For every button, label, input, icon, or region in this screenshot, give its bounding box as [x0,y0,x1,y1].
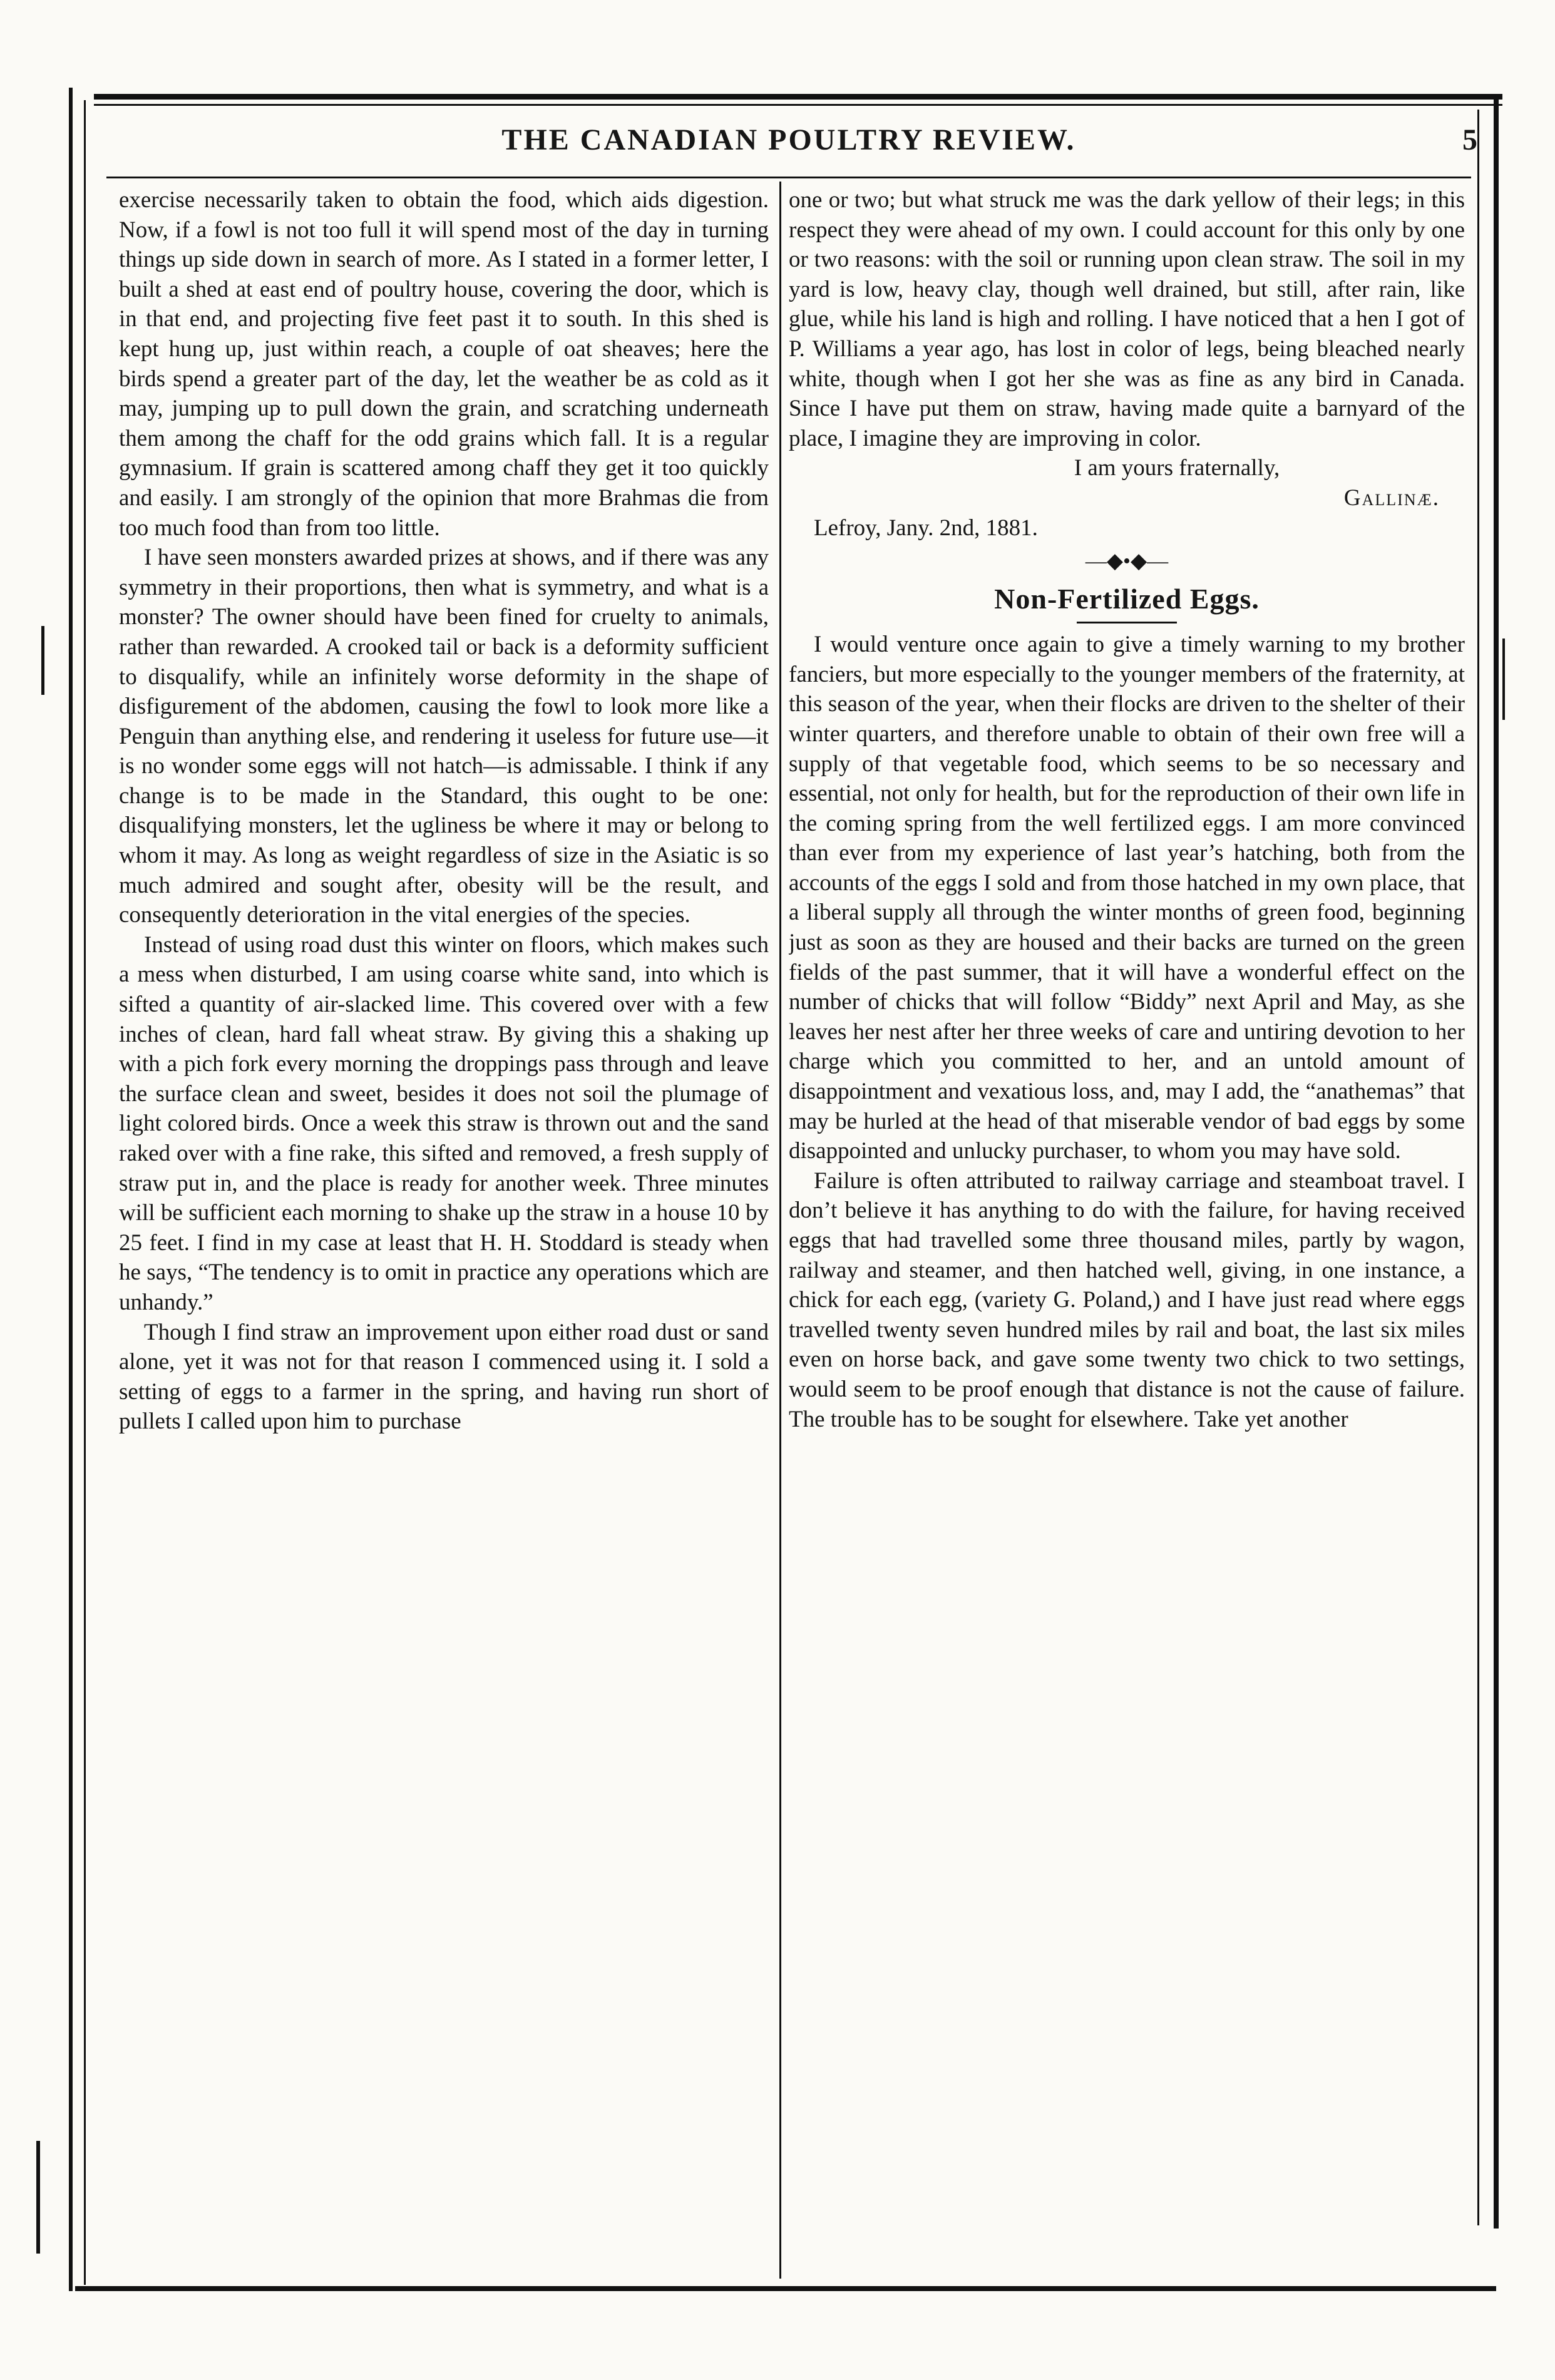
paragraph: Instead of using road dust this winter on floors, which makes such a mess when disturbed, I am using coarse white sand, into which is sifted a quantity of air-slacked lime. This covered over with a few inches of clean, hard fall wheat straw. By giving this a shaking up with a pich fork every morning the droppings pass through and leave the surface clean and sweet, besides it does not soil the plumage of light colored birds. Once a week this straw is thrown out and the sand raked over with a fine rake, this sifted and removed, a fresh supply of straw put in, and the place is ready for another week. Three minutes will be sufficient each morning to shake up the straw in a house 10 by 25 feet. I find in my case at least that H. H. Stoddard is steady when he says, “The tendency is to omit in practice any operations which are unhandy.” [119,931,769,1315]
page-header [100,123,1477,169]
left-column [119,185,769,2282]
letter-signature: Gallinæ. [1343,485,1440,511]
frame-rule-top-inner [94,104,1502,106]
paragraph: Though I find straw an improvement upon either road dust or sand alone, yet it was not for that reason I commenced using it. I sold a setting of eggs to a farmer in the spring, and having run short of pullets I called upon him to purchase [119,1319,769,1435]
frame-rule-right [1494,94,1499,2229]
frame-rule-left-inner [84,100,86,2285]
right-column [789,185,1465,2282]
letter-dateline: Lefroy, Jany. 2nd, 1881. [814,515,1038,541]
title-rule [1077,622,1177,623]
paragraph: one or two; but what struck me was the dark yellow of their legs; in this respect they were ahead of my own. I could account for this only by one or two reasons: with the soil or running upon clean straw. The soil in my yard is low, heavy clay, though well drained, but still, after rain, like glue, while his land is high and rolling. I have noticed that a hen I got of P. Williams a year ago, has lost in color of legs, being bleached nearly white, though when I got her she was as fine as any bird in Canada. Since I have put them on straw, having made quite a barnyard of the place, I imagine they are improving in color. [789,187,1465,451]
print-mark [1502,639,1505,720]
letter-signoff: I am yours fraternally, [1074,455,1280,481]
column-divider [779,182,781,2279]
paragraph: I would venture once again to give a timely warning to my brother fanciers, but more especially to the younger members of the fraternity, at this season of the year, when their flocks are driven to the shelter of their winter quarters, and therefore unable to obtain of their own free will a supply of that vegetable food, which seems to be so necessary and essential, not only for health, but for the reproduction of their own life in the coming spring from the well fertilized eggs. I am more convinced than ever from my experience of last year’s hatching, both from the accounts of the eggs I sold and from those hatched in my own place, that a liberal supply all through the winter months of green food, beginning just as soon as they are housed and their backs are turned on the green fields of the past summer, that it will have a wonderful effect on the number of chicks that will follow “Biddy” next April and May, as she leaves her nest after her three weeks of care and untiring devotion to her charge which you committed to her, and an untold amount of disappointment and vexatious loss, and, may I add, the “anathemas” that may be hurled at the head of that miserable vendor of bad eggs by some disappointed and unlucky purchaser, to whom you may have sold. [789,632,1465,1164]
paragraph: Failure is often attributed to railway carriage and steamboat travel. I don’t believe it has anything to do with the failure, for having received eggs that had travelled some three thousand miles, partly by wagon, railway and steamer, and then hatched well, giving, in one instance, a chick for each egg, (variety G. Poland,) and I have just read where eggs travelled twenty seven hundred miles by rail and boat, the last six miles even on horse back, and gave some twenty two chick to two settings, would seem to be proof enough that distance is not the cause of failure. The trouble has to be sought for elsewhere. Take yet another [789,1167,1465,1432]
header-rule [106,177,1471,178]
frame-rule-bottom [75,2286,1496,2291]
frame-rule-top [94,94,1502,100]
section-ornament: —◆•◆— [1085,550,1169,573]
page-number: 5 [1462,123,1477,156]
paragraph: I have seen monsters awarded prizes at shows, and if there was any symmetry in their proportions, then what is symmetry, and what is a monster? The owner should have been fined for cruelty to animals, rather than rewarded. A crooked tail or back is a deformity sufficient to disqualify, while an infinitely worse deformity in the shape of disfigurement of the abdomen, causing the fowl to look more like a Penguin than anything else, and rendering it useless for future use—it is no wonder some eggs will not hatch—is admissable. I think if any change is to be made in the Standard, this ought to be one: disqualifying monsters, let the ugliness be where it may or belong to whom it may. As long as weight regardless of size in the Asiatic is so much admired and sought after, obesity will be the result, and consequently deterioration in the vital energies of the species. [119,545,769,928]
article-title: Non-Fertilized Eggs. [994,583,1260,615]
frame-rule-left [69,88,73,2291]
print-mark [41,626,44,695]
print-mark [36,2141,40,2254]
paragraph: exercise necessarily taken to obtain the food, which aids digestion. Now, if a fowl is not too full it will spend most of the day in turning things up side down in search of more. As I stated in a former letter, I built a shed at east end of poultry house, covering the door, which is in that end, and projecting five feet past it to south. In this shed is kept hung up, just within reach, a couple of oat sheaves; here the birds spend a greater part of the day, let the weather be as cold as it may, jumping up to pull down the grain, and scratching underneath them among the chaff for the odd grains which fall. It is a regular gymnasium. If grain is scattered among chaff they get it too quickly and easily. I am strongly of the opinion that more Brahmas die from too much food than from too little. [119,187,769,541]
frame-rule-right-inner [1477,110,1479,2225]
publication-title: THE CANADIAN POULTRY REVIEW. [501,123,1076,156]
